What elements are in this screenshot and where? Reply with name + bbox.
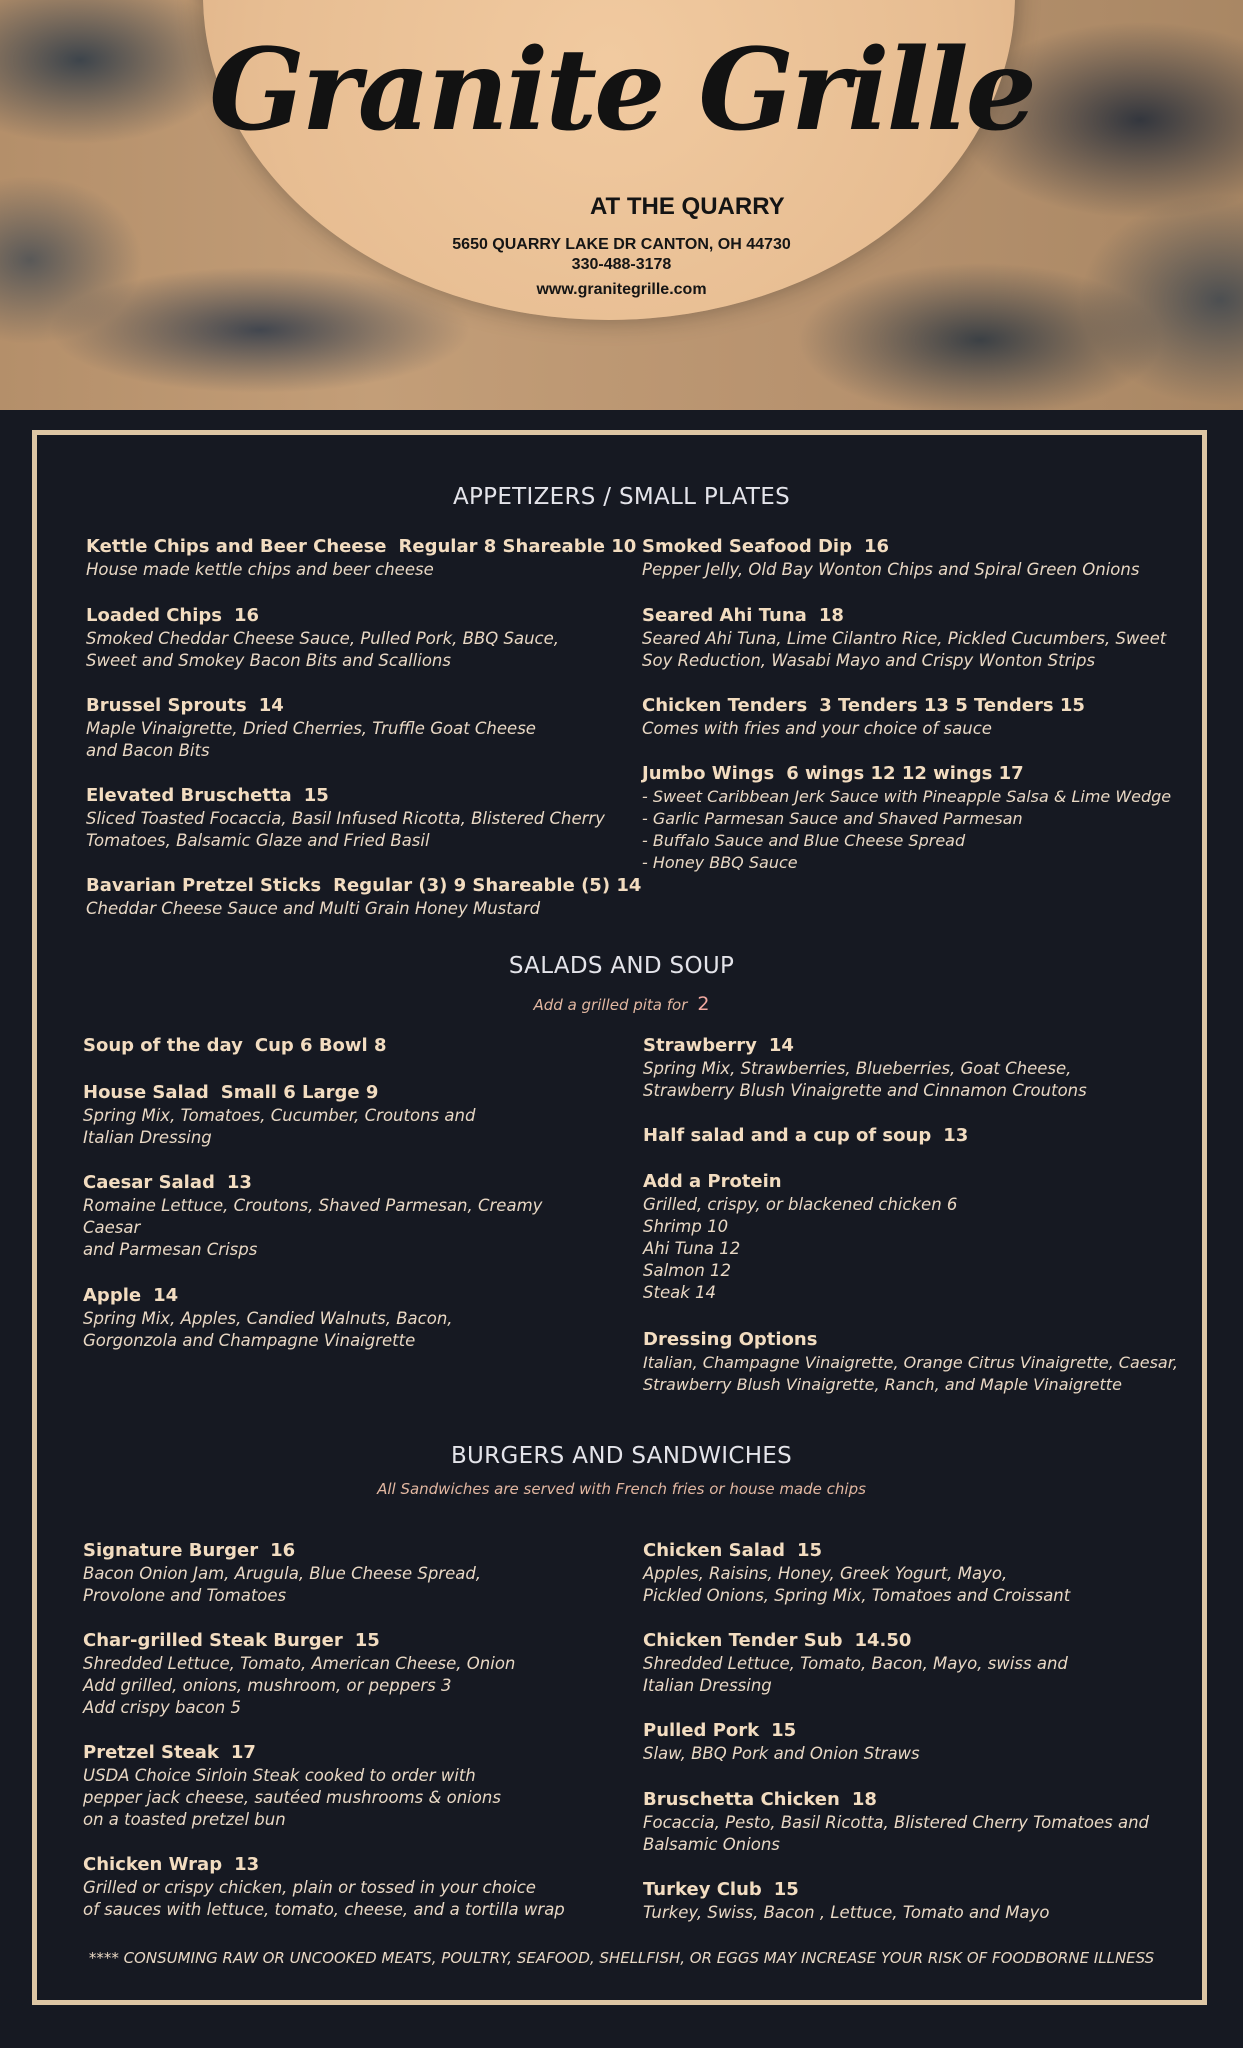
item-price: 15 [773, 1879, 799, 1900]
item-name: Jumbo Wings [642, 763, 775, 784]
item-name: Brussel Sprouts [86, 695, 247, 716]
menu-item [83, 1741, 643, 1831]
menu-item [86, 874, 646, 920]
item-name: Chicken Salad [643, 1540, 785, 1561]
item-name: Add a Protein [643, 1171, 782, 1192]
item-price: 3 Tenders 13 5 Tenders 15 [819, 695, 1085, 716]
header-banner [0, 0, 1243, 410]
section-note-burgers: All Sandwiches are served with French fries or house made chips [377, 1480, 866, 1498]
item-name: Char-grilled Steak Burger [83, 1630, 343, 1651]
item-name: Chicken Tenders [642, 695, 808, 716]
item-name: Dressing Options [643, 1329, 818, 1350]
item-description: Cheddar Cheese Sauce and Multi Grain Honey Mustard [86, 899, 541, 918]
item-price: 15 [771, 1720, 797, 1741]
item-name: Soup of the day [83, 1035, 243, 1056]
item-description: Maple Vinaigrette, Dried Cherries, Truffle Goat Cheese and Bacon Bits [86, 719, 536, 760]
menu-item [86, 694, 646, 762]
pita-price: 2 [697, 993, 710, 1015]
item-name: Pretzel Steak [83, 1742, 219, 1763]
brand-subtitle: AT THE QUARRY [590, 193, 785, 220]
address: 5650 QUARRY LAKE DR CANTON, OH 44730 [452, 236, 791, 253]
item-price: 17 [230, 1742, 256, 1763]
pita-note: Add a grilled pita for [533, 996, 688, 1014]
item-description: Sliced Toasted Focaccia, Basil Infused Ricotta, Blistered Cherry Tomatoes, Balsamic Glaze and Fried Basil [86, 809, 605, 850]
item-description: Italian, Champagne Vinaigrette, Orange Citrus Vinaigrette, Caesar, Strawberry Blush Vinaigrette, Ranch, and Maple Vinaigrette [643, 1353, 1178, 1394]
section-title-burgers: BURGERS AND SANDWICHES [450, 1443, 793, 1469]
item-description: - Sweet Caribbean Jerk Sauce with Pineapple Salsa & Lime Wedge - Garlic Parmesan Sauce and Shaved Parmesan - Buffalo Sauce and Blue Cheese Spread - Honey BBQ Sauce [642, 787, 1172, 872]
item-price: Cup 6 Bowl 8 [254, 1035, 387, 1056]
item-name: Pulled Pork [643, 1720, 760, 1741]
item-name: Bruschetta Chicken [643, 1789, 840, 1810]
menu-item [83, 1539, 643, 1607]
menu-item [642, 694, 1202, 740]
item-name: Loaded Chips [86, 605, 223, 626]
section-note-salads [0, 993, 1243, 1015]
item-description: Smoked Cheddar Cheese Sauce, Pulled Pork, BBQ Sauce, Sweet and Smokey Bacon Bits and Scallions [86, 629, 560, 670]
menu-item [643, 1878, 1203, 1924]
item-name: Chicken Wrap [83, 1854, 223, 1875]
item-price: 14 [153, 1285, 179, 1306]
food-safety-disclaimer: **** CONSUMING RAW OR UNCOOKED MEATS, POULTRY, SEAFOOD, SHELLFISH, OR EGGS MAY INCREASE YOUR RISK OF FOODBORNE ILLNESS [88, 1949, 1155, 1967]
item-price: 13 [226, 1172, 252, 1193]
item-description: Spring Mix, Tomatoes, Cucumber, Croutons and Italian Dressing [83, 1106, 476, 1147]
item-description: Spring Mix, Apples, Candied Walnuts, Bacon, Gorgonzola and Champagne Vinaigrette [83, 1309, 453, 1350]
item-description: Grilled or crispy chicken, plain or tossed in your choice of sauces with lettuce, tomato, cheese, and a tortilla wrap [83, 1878, 565, 1919]
item-description: Focaccia, Pesto, Basil Ricotta, Blistered Cherry Tomatoes and Balsamic Onions [643, 1813, 1150, 1854]
menu-item [642, 762, 1202, 874]
menu-item [83, 1629, 643, 1719]
menu-item [86, 604, 646, 672]
item-price: 6 wings 12 12 wings 17 [786, 763, 1024, 784]
item-description: Pepper Jelly, Old Bay Wonton Chips and Spiral Green Onions [642, 560, 1140, 579]
item-name: Smoked Seafood Dip [642, 536, 852, 557]
item-price: Small 6 Large 9 [220, 1082, 379, 1103]
menu-item [643, 1034, 1203, 1102]
item-price: 14 [768, 1035, 794, 1056]
item-name: Signature Burger [83, 1540, 259, 1561]
section-title-appetizers: APPETIZERS / SMALL PLATES [452, 484, 791, 510]
menu-item [643, 1788, 1203, 1856]
item-name: Kettle Chips and Beer Cheese [86, 536, 387, 557]
item-price: 15 [303, 785, 329, 806]
item-name: Bavarian Pretzel Sticks [86, 875, 322, 896]
item-description: Turkey, Swiss, Bacon , Lettuce, Tomato and Mayo [643, 1903, 1050, 1922]
menu-item [86, 784, 646, 852]
website: www.granitegrille.com [536, 281, 707, 298]
menu-item [643, 1539, 1203, 1607]
menu-item [83, 1853, 643, 1921]
item-description: Bacon Onion Jam, Arugula, Blue Cheese Spread, Provolone and Tomatoes [83, 1564, 482, 1605]
menu-item [643, 1629, 1203, 1697]
item-price: 18 [851, 1789, 877, 1810]
item-name: Elevated Bruschetta [86, 785, 292, 806]
item-price: Regular 8 Shareable 10 [398, 536, 637, 557]
item-name: Strawberry [643, 1035, 757, 1056]
item-description: Romaine Lettuce, Croutons, Shaved Parmesan, Creamy Caesar and Parmesan Crisps [83, 1196, 543, 1259]
menu-item [642, 604, 1202, 672]
brand-logo-title: Granite Grille [209, 25, 1034, 156]
menu-item [642, 535, 1202, 581]
item-description: Grilled, crispy, or blackened chicken 6 Shrimp 10 Ahi Tuna 12 Salmon 12 Steak 14 [643, 1195, 958, 1302]
menu-item [83, 1284, 643, 1352]
item-price: 15 [354, 1630, 380, 1651]
item-price: 18 [818, 605, 844, 626]
section-title-salads: SALADS AND SOUP [508, 953, 735, 979]
item-description: Apples, Raisins, Honey, Greek Yogurt, Mayo, Pickled Onions, Spring Mix, Tomatoes and Croissant [643, 1564, 1071, 1605]
menu-item [83, 1081, 643, 1149]
item-price: 16 [863, 536, 890, 557]
item-description: Spring Mix, Strawberries, Blueberries, Goat Cheese, Strawberry Blush Vinaigrette and Cinnamon Croutons [643, 1059, 1087, 1100]
menu-item [643, 1170, 1203, 1304]
item-name: Turkey Club [643, 1879, 762, 1900]
item-name: House Salad [83, 1082, 209, 1103]
item-price: 13 [234, 1854, 260, 1875]
phone: 330-488-3178 [571, 256, 672, 273]
menu-item [83, 1034, 643, 1058]
menu-item [643, 1719, 1203, 1765]
item-price: 14.50 [854, 1630, 912, 1651]
item-price: 15 [796, 1540, 823, 1561]
menu-item [83, 1171, 643, 1261]
menu-item [643, 1124, 1203, 1148]
item-name: Apple [83, 1285, 142, 1306]
item-description: USDA Choice Sirloin Steak cooked to order with pepper jack cheese, sautéed mushrooms & onions on a toasted pretzel bun [83, 1766, 501, 1829]
item-name: Seared Ahi Tuna [642, 605, 807, 626]
menu-item [643, 1328, 1203, 1396]
item-description: Slaw, BBQ Pork and Onion Straws [643, 1744, 920, 1763]
item-name: Half salad and a cup of soup [643, 1125, 932, 1146]
menu-item [86, 535, 646, 581]
item-price: 16 [270, 1540, 296, 1561]
item-description: Comes with fries and your choice of sauce [642, 719, 992, 738]
item-price: 14 [258, 695, 284, 716]
item-price: 16 [234, 605, 260, 626]
item-name: Caesar Salad [83, 1172, 215, 1193]
item-description: Shredded Lettuce, Tomato, Bacon, Mayo, swiss and Italian Dressing [643, 1654, 1068, 1695]
item-description: Seared Ahi Tuna, Lime Cilantro Rice, Pickled Cucumbers, Sweet Soy Reduction, Wasabi Mayo and Crispy Wonton Strips [642, 629, 1167, 670]
item-description: House made kettle chips and beer cheese [86, 560, 434, 579]
item-price: Regular (3) 9 Shareable (5) 14 [333, 875, 642, 896]
item-name: Chicken Tender Sub [643, 1630, 843, 1651]
item-description: Shredded Lettuce, Tomato, American Cheese, Onion Add grilled, onions, mushroom, or peppers 3 Add crispy bacon 5 [83, 1654, 516, 1717]
item-price: 13 [943, 1125, 969, 1146]
